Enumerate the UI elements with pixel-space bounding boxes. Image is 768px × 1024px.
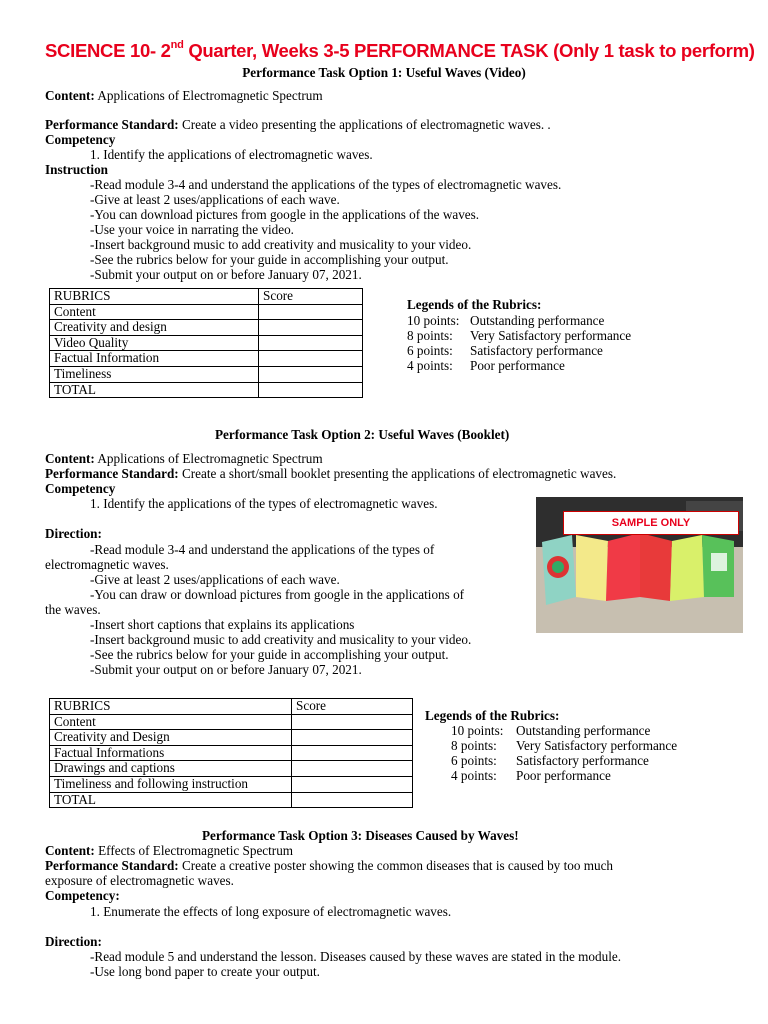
- legend-description: Outstanding performance: [516, 723, 651, 738]
- table-header-cell: RUBRICS: [50, 289, 259, 305]
- option1-instruction-item: -Use your voice in narrating the video.: [90, 222, 294, 237]
- option1-instruction-item: -See the rubrics below for your guide in accomplishing your output.: [90, 252, 449, 267]
- table-cell: Creativity and design: [50, 320, 259, 336]
- table-cell: Creativity and Design: [50, 730, 292, 746]
- score-cell: [292, 776, 413, 792]
- option3-heading: Performance Task Option 3: Diseases Caused by Waves!: [202, 828, 519, 843]
- legend-points: 6 points:: [407, 343, 453, 358]
- table-row: [50, 730, 413, 746]
- table-row: [50, 320, 363, 336]
- table-row: [50, 304, 363, 320]
- table-cell: Content: [50, 714, 292, 730]
- table-row: [50, 366, 363, 382]
- option1-heading: Performance Task Option 1: Useful Waves (Video): [242, 65, 526, 80]
- legend-description: Outstanding performance: [470, 313, 605, 328]
- table-row: [50, 714, 413, 730]
- option1-competency-label: Competency: [45, 132, 116, 147]
- option2-direction-item: electromagnetic waves.: [45, 557, 169, 572]
- table-cell: Video Quality: [50, 335, 259, 351]
- score-cell: [259, 351, 363, 367]
- score-cell: [292, 730, 413, 746]
- option3-direction-item: -Use long bond paper to create your output.: [90, 964, 320, 979]
- option2-competency-label: Competency: [45, 481, 116, 496]
- score-cell: [259, 304, 363, 320]
- sample-only-label: SAMPLE ONLY: [563, 511, 739, 535]
- option2-direction-item: -Insert short captions that explains its applications: [90, 617, 355, 632]
- table-header-cell: RUBRICS: [50, 699, 292, 715]
- option2-standard: Performance Standard: Create a short/small booklet presenting the applications of electromagnetic waves.: [45, 466, 617, 481]
- option1-rubric-table: [49, 288, 363, 398]
- table-row: [50, 761, 413, 777]
- score-cell: [259, 320, 363, 336]
- legend-points: 8 points:: [407, 328, 453, 343]
- option2-direction-label: Direction:: [45, 526, 102, 541]
- option1-content: Content: Applications of Electromagnetic Spectrum: [45, 88, 323, 103]
- table-cell: Drawings and captions: [50, 761, 292, 777]
- score-cell: [292, 761, 413, 777]
- option1-instruction-item: -Insert background music to add creativity and musicality to your video.: [90, 237, 472, 252]
- table-cell: Timeliness: [50, 366, 259, 382]
- option3-competency-item: 1. Enumerate the effects of long exposure of electromagnetic waves.: [90, 904, 452, 919]
- table-cell: Timeliness and following instruction: [50, 776, 292, 792]
- option2-content: Content: Applications of Electromagnetic Spectrum: [45, 451, 323, 466]
- option2-direction-item: -Give at least 2 uses/applications of each wave.: [90, 572, 340, 587]
- option1-instruction-item: -Submit your output on or before January 07, 2021.: [90, 267, 362, 282]
- option2-direction-item: -See the rubrics below for your guide in accomplishing your output.: [90, 647, 449, 662]
- legend-description: Very Satisfactory performance: [516, 738, 678, 753]
- legend-points: 10 points:: [407, 313, 460, 328]
- option2-direction-item: -Insert background music to add creativity and musicality to your video.: [90, 632, 472, 647]
- option2-rubric-table: [49, 698, 413, 808]
- table-header-cell: Score: [292, 699, 413, 715]
- option1-instruction-item: -You can download pictures from google in the applications of the waves.: [90, 207, 480, 222]
- legend-description: Poor performance: [516, 768, 611, 783]
- option2-legend-title: Legends of the Rubrics:: [425, 708, 560, 723]
- legend-description: Satisfactory performance: [470, 343, 603, 358]
- option3-standard: Performance Standard: Create a creative poster showing the common diseases that is caused by too much: [45, 858, 614, 873]
- table-row: [50, 351, 363, 367]
- legend-points: 6 points:: [451, 753, 497, 768]
- score-cell: [292, 745, 413, 761]
- option1-instruction-item: -Read module 3-4 and understand the applications of the types of electromagnetic waves.: [90, 177, 562, 192]
- score-cell: [259, 335, 363, 351]
- option2-direction-item: the waves.: [45, 602, 101, 617]
- table-cell: Content: [50, 304, 259, 320]
- option3-direction-label: Direction:: [45, 934, 102, 949]
- score-cell: [259, 366, 363, 382]
- table-cell: TOTAL: [50, 792, 292, 808]
- score-cell: [292, 792, 413, 808]
- option3-standard-cont: exposure of electromagnetic waves.: [45, 873, 234, 888]
- option1-standard: Performance Standard: Create a video presenting the applications of electromagnetic waves. .: [45, 117, 551, 132]
- table-row: [50, 699, 413, 715]
- option1-competency-item: 1. Identify the applications of electromagnetic waves.: [90, 147, 373, 162]
- legend-points: 10 points:: [451, 723, 504, 738]
- score-cell: [259, 382, 363, 398]
- option3-content: Content: Effects of Electromagnetic Spectrum: [45, 843, 294, 858]
- option2-direction-item: -You can draw or download pictures from google in the applications of: [90, 587, 465, 602]
- table-row: [50, 745, 413, 761]
- option2-competency-item: 1. Identify the applications of the types of electromagnetic waves.: [90, 496, 438, 511]
- table-cell: TOTAL: [50, 382, 259, 398]
- option1-legend-title: Legends of the Rubrics:: [407, 297, 542, 312]
- table-row: [50, 335, 363, 351]
- table-cell: Factual Information: [50, 351, 259, 367]
- option2-heading: Performance Task Option 2: Useful Waves (Booklet): [215, 427, 510, 442]
- table-row: [50, 289, 363, 305]
- page-title: SCIENCE 10- 2nd Quarter, Weeks 3-5 PERFORMANCE TASK (Only 1 task to perform): [45, 39, 755, 61]
- option2-direction-item: -Read module 3-4 and understand the applications of the types of: [90, 542, 435, 557]
- legend-description: Satisfactory performance: [516, 753, 649, 768]
- table-row: [50, 382, 363, 398]
- legend-description: Very Satisfactory performance: [470, 328, 632, 343]
- table-row: [50, 792, 413, 808]
- option1-instruction-item: -Give at least 2 uses/applications of each wave.: [90, 192, 340, 207]
- legend-description: Poor performance: [470, 358, 565, 373]
- option3-competency-label: Competency:: [45, 888, 120, 903]
- legend-points: 8 points:: [451, 738, 497, 753]
- legend-points: 4 points:: [407, 358, 453, 373]
- table-header-cell: Score: [259, 289, 363, 305]
- option3-direction-item: -Read module 5 and understand the lesson. Diseases caused by these waves are stated in the module.: [90, 949, 622, 964]
- table-row: [50, 776, 413, 792]
- option2-direction-item: -Submit your output on or before January 07, 2021.: [90, 662, 362, 677]
- legend-points: 4 points:: [451, 768, 497, 783]
- option1-instruction-label: Instruction: [45, 162, 109, 177]
- table-cell: Factual Informations: [50, 745, 292, 761]
- score-cell: [292, 714, 413, 730]
